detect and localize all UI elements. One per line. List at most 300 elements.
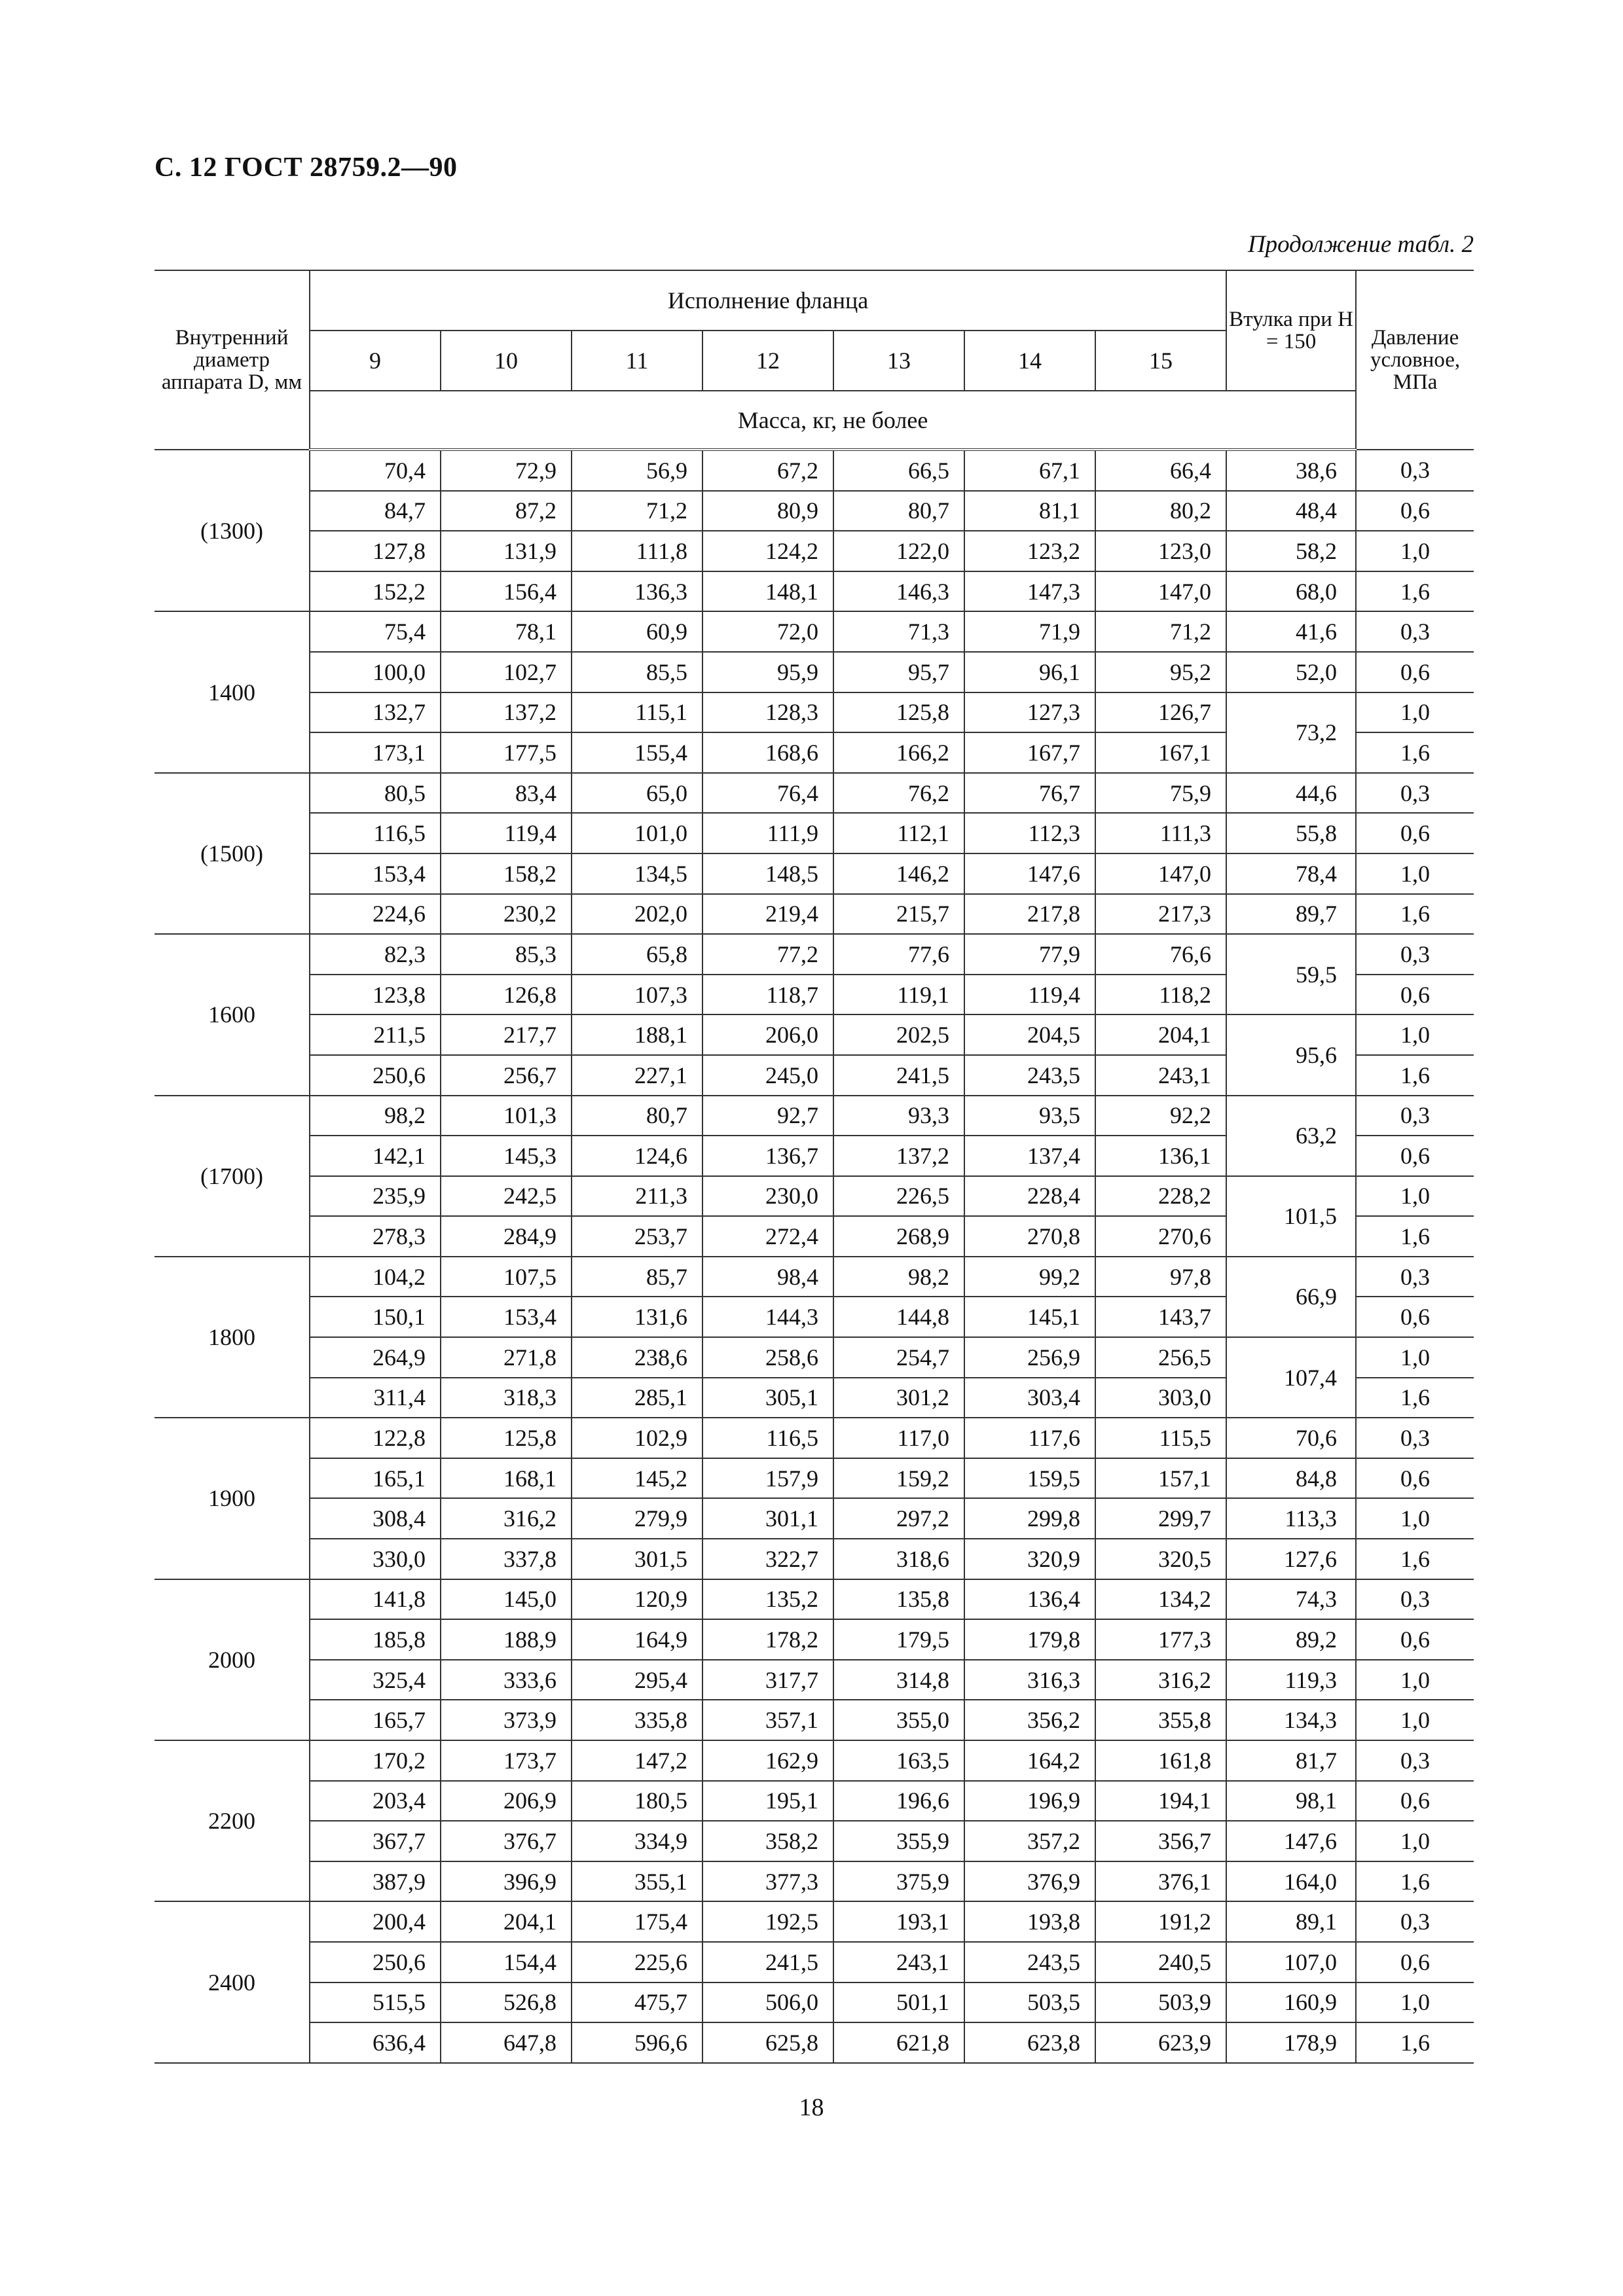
mass-cell-v10: 647,8 bbox=[441, 2022, 572, 2063]
mass-cell-v14: 356,2 bbox=[964, 1700, 1095, 1740]
mass-cell-v14: 117,6 bbox=[964, 1418, 1095, 1458]
mass-cell-v12: 322,7 bbox=[702, 1539, 833, 1579]
mass-cell-v15: 316,2 bbox=[1095, 1660, 1226, 1700]
mass-cell-v9: 211,5 bbox=[310, 1014, 441, 1055]
mass-cell-v14: 123,2 bbox=[964, 531, 1095, 571]
mass-cell-v11: 164,9 bbox=[572, 1619, 702, 1660]
mass-cell-v15: 76,6 bbox=[1095, 934, 1226, 975]
mass-cell-v9: 235,9 bbox=[310, 1176, 441, 1217]
mass-cell-v14: 357,2 bbox=[964, 1821, 1095, 1861]
mass-cell-v15: 66,4 bbox=[1095, 450, 1226, 491]
mass-cell-v12: 301,1 bbox=[702, 1498, 833, 1539]
mass-cell-v11: 111,8 bbox=[572, 531, 702, 571]
mass-cell-v14: 217,8 bbox=[964, 894, 1095, 935]
pressure-cell: 1,0 bbox=[1356, 1821, 1474, 1861]
mass-cell-v14: 228,4 bbox=[964, 1176, 1095, 1217]
mass-cell-v14: 204,5 bbox=[964, 1014, 1095, 1055]
table-row bbox=[155, 1539, 1474, 1579]
mass-cell-v11: 175,4 bbox=[572, 1901, 702, 1942]
sleeve-mass-cell: 73,2 bbox=[1226, 692, 1356, 773]
mass-cell-v9: 200,4 bbox=[310, 1901, 441, 1942]
mass-cell-v13: 179,5 bbox=[833, 1619, 964, 1660]
mass-cell-v13: 146,3 bbox=[833, 571, 964, 612]
mass-cell-v11: 334,9 bbox=[572, 1821, 702, 1861]
sleeve-mass-cell: 101,5 bbox=[1226, 1176, 1356, 1257]
mass-cell-v12: 305,1 bbox=[702, 1378, 833, 1418]
table-row bbox=[155, 1579, 1474, 1620]
table-row bbox=[155, 1458, 1474, 1499]
diameter-cell: 1900 bbox=[155, 1418, 310, 1579]
mass-cell-v10: 526,8 bbox=[441, 1982, 572, 2023]
mass-cell-v13: 318,6 bbox=[833, 1539, 964, 1579]
mass-cell-v10: 376,7 bbox=[441, 1821, 572, 1861]
mass-cell-v10: 83,4 bbox=[441, 773, 572, 814]
sleeve-mass-cell: 58,2 bbox=[1226, 531, 1356, 571]
mass-cell-v10: 168,1 bbox=[441, 1458, 572, 1499]
mass-cell-v15: 115,5 bbox=[1095, 1418, 1226, 1458]
mass-cell-v11: 65,8 bbox=[572, 934, 702, 975]
mass-cell-v14: 179,8 bbox=[964, 1619, 1095, 1660]
mass-cell-v11: 180,5 bbox=[572, 1781, 702, 1821]
pressure-cell: 0,6 bbox=[1356, 491, 1474, 531]
mass-cell-v15: 134,2 bbox=[1095, 1579, 1226, 1620]
mass-cell-v11: 60,9 bbox=[572, 611, 702, 652]
header-flange-version-10: 10 bbox=[441, 331, 572, 391]
diameter-cell: 1600 bbox=[155, 934, 310, 1095]
mass-cell-v10: 206,9 bbox=[441, 1781, 572, 1821]
mass-cell-v10: 107,5 bbox=[441, 1257, 572, 1297]
mass-cell-v15: 143,7 bbox=[1095, 1297, 1226, 1337]
header-flange-version-9: 9 bbox=[310, 331, 441, 391]
pressure-cell: 0,6 bbox=[1356, 1619, 1474, 1660]
mass-cell-v15: 97,8 bbox=[1095, 1257, 1226, 1297]
mass-cell-v12: 195,1 bbox=[702, 1781, 833, 1821]
mass-cell-v11: 202,0 bbox=[572, 894, 702, 935]
mass-cell-v15: 243,1 bbox=[1095, 1055, 1226, 1096]
mass-cell-v14: 270,8 bbox=[964, 1216, 1095, 1257]
mass-cell-v10: 284,9 bbox=[441, 1216, 572, 1257]
mass-cell-v15: 194,1 bbox=[1095, 1781, 1226, 1821]
pressure-cell: 0,3 bbox=[1356, 1740, 1474, 1781]
table-row bbox=[155, 611, 1474, 652]
sleeve-mass-cell: 81,7 bbox=[1226, 1740, 1356, 1781]
mass-cell-v9: 116,5 bbox=[310, 813, 441, 853]
mass-cell-v9: 636,4 bbox=[310, 2022, 441, 2063]
page-title: С. 12 ГОСТ 28759.2—90 bbox=[155, 152, 458, 183]
mass-cell-v15: 118,2 bbox=[1095, 975, 1226, 1015]
header-mass: Масса, кг, не более bbox=[310, 391, 1356, 450]
header-sleeve: Втулка при H = 150 bbox=[1226, 270, 1356, 391]
sleeve-mass-cell: 74,3 bbox=[1226, 1579, 1356, 1620]
sleeve-mass-cell: 48,4 bbox=[1226, 491, 1356, 531]
diameter-cell: (1300) bbox=[155, 450, 310, 611]
mass-cell-v13: 202,5 bbox=[833, 1014, 964, 1055]
mass-cell-v14: 77,9 bbox=[964, 934, 1095, 975]
header-flange-version-14: 14 bbox=[964, 331, 1095, 391]
sleeve-mass-cell: 70,6 bbox=[1226, 1418, 1356, 1458]
table-row bbox=[155, 450, 1474, 491]
header-flange-version-15: 15 bbox=[1095, 331, 1226, 391]
sleeve-mass-cell: 147,6 bbox=[1226, 1821, 1356, 1861]
mass-cell-v10: 153,4 bbox=[441, 1297, 572, 1337]
mass-cell-v14: 159,5 bbox=[964, 1458, 1095, 1499]
mass-cell-v9: 330,0 bbox=[310, 1539, 441, 1579]
sleeve-mass-cell: 66,9 bbox=[1226, 1257, 1356, 1337]
mass-cell-v12: 116,5 bbox=[702, 1418, 833, 1458]
table-row bbox=[155, 894, 1474, 935]
mass-cell-v9: 264,9 bbox=[310, 1337, 441, 1378]
mass-cell-v11: 147,2 bbox=[572, 1740, 702, 1781]
mass-cell-v12: 272,4 bbox=[702, 1216, 833, 1257]
mass-cell-v13: 193,1 bbox=[833, 1901, 964, 1942]
table-row bbox=[155, 773, 1474, 814]
mass-cell-v12: 245,0 bbox=[702, 1055, 833, 1096]
mass-cell-v13: 66,5 bbox=[833, 450, 964, 491]
table-header bbox=[155, 270, 1474, 450]
mass-cell-v14: 112,3 bbox=[964, 813, 1095, 853]
mass-cell-v9: 278,3 bbox=[310, 1216, 441, 1257]
table-row bbox=[155, 491, 1474, 531]
sleeve-mass-cell: 178,9 bbox=[1226, 2022, 1356, 2063]
table-row bbox=[155, 1942, 1474, 1982]
table-row bbox=[155, 1740, 1474, 1781]
mass-cell-v15: 503,9 bbox=[1095, 1982, 1226, 2023]
mass-cell-v11: 80,7 bbox=[572, 1096, 702, 1136]
mass-cell-v13: 621,8 bbox=[833, 2022, 964, 2063]
pressure-cell: 0,6 bbox=[1356, 975, 1474, 1015]
header-pressure: Давление условное, МПа bbox=[1356, 270, 1474, 450]
mass-cell-v13: 93,3 bbox=[833, 1096, 964, 1136]
mass-cell-v14: 243,5 bbox=[964, 1942, 1095, 1982]
mass-cell-v11: 596,6 bbox=[572, 2022, 702, 2063]
mass-cell-v12: 625,8 bbox=[702, 2022, 833, 2063]
pressure-cell: 0,3 bbox=[1356, 773, 1474, 814]
mass-cell-v10: 72,9 bbox=[441, 450, 572, 491]
table-row bbox=[155, 1096, 1474, 1136]
mass-cell-v10: 177,5 bbox=[441, 732, 572, 773]
mass-cell-v11: 253,7 bbox=[572, 1216, 702, 1257]
mass-cell-v12: 162,9 bbox=[702, 1740, 833, 1781]
pressure-cell: 1,0 bbox=[1356, 1498, 1474, 1539]
mass-cell-v11: 211,3 bbox=[572, 1176, 702, 1217]
header-flange-version-11: 11 bbox=[572, 331, 702, 391]
mass-cell-v10: 78,1 bbox=[441, 611, 572, 652]
sleeve-mass-cell: 89,2 bbox=[1226, 1619, 1356, 1660]
mass-cell-v12: 178,2 bbox=[702, 1619, 833, 1660]
sleeve-mass-cell: 44,6 bbox=[1226, 773, 1356, 814]
sleeve-mass-cell: 55,8 bbox=[1226, 813, 1356, 853]
mass-cell-v9: 203,4 bbox=[310, 1781, 441, 1821]
table-continuation-note: Продолжение табл. 2 bbox=[1247, 231, 1474, 258]
mass-cell-v11: 238,6 bbox=[572, 1337, 702, 1378]
mass-cell-v13: 71,3 bbox=[833, 611, 964, 652]
mass-cell-v14: 71,9 bbox=[964, 611, 1095, 652]
mass-cell-v10: 373,9 bbox=[441, 1700, 572, 1740]
mass-cell-v10: 337,8 bbox=[441, 1539, 572, 1579]
mass-cell-v13: 80,7 bbox=[833, 491, 964, 531]
mass-cell-v9: 104,2 bbox=[310, 1257, 441, 1297]
mass-cell-v15: 270,6 bbox=[1095, 1216, 1226, 1257]
mass-cell-v9: 185,8 bbox=[310, 1619, 441, 1660]
mass-cell-v11: 145,2 bbox=[572, 1458, 702, 1499]
mass-cell-v15: 303,0 bbox=[1095, 1378, 1226, 1418]
header-flange-version: Исполнение фланца bbox=[310, 270, 1226, 331]
mass-cell-v12: 317,7 bbox=[702, 1660, 833, 1700]
pressure-cell: 1,0 bbox=[1356, 692, 1474, 733]
mass-cell-v15: 299,7 bbox=[1095, 1498, 1226, 1539]
pressure-cell: 1,6 bbox=[1356, 894, 1474, 935]
mass-cell-v9: 75,4 bbox=[310, 611, 441, 652]
mass-cell-v12: 148,1 bbox=[702, 571, 833, 612]
mass-cell-v9: 141,8 bbox=[310, 1579, 441, 1620]
mass-cell-v11: 285,1 bbox=[572, 1378, 702, 1418]
mass-cell-v14: 81,1 bbox=[964, 491, 1095, 531]
mass-cell-v10: 102,7 bbox=[441, 652, 572, 692]
pressure-cell: 1,6 bbox=[1356, 1861, 1474, 1902]
mass-cell-v12: 135,2 bbox=[702, 1579, 833, 1620]
table-row bbox=[155, 853, 1474, 894]
table-row bbox=[155, 1257, 1474, 1297]
pressure-cell: 1,6 bbox=[1356, 2022, 1474, 2063]
mass-cell-v9: 250,6 bbox=[310, 1055, 441, 1096]
pressure-cell: 1,0 bbox=[1356, 531, 1474, 571]
mass-cell-v11: 115,1 bbox=[572, 692, 702, 733]
sleeve-mass-cell: 98,1 bbox=[1226, 1781, 1356, 1821]
mass-cell-v14: 320,9 bbox=[964, 1539, 1095, 1579]
sleeve-mass-cell: 107,4 bbox=[1226, 1337, 1356, 1418]
pressure-cell: 1,0 bbox=[1356, 1014, 1474, 1055]
diameter-cell: (1700) bbox=[155, 1096, 310, 1257]
sleeve-mass-cell: 52,0 bbox=[1226, 652, 1356, 692]
table-row bbox=[155, 1700, 1474, 1740]
sleeve-mass-cell: 134,3 bbox=[1226, 1700, 1356, 1740]
mass-cell-v13: 137,2 bbox=[833, 1136, 964, 1176]
mass-cell-v15: 177,3 bbox=[1095, 1619, 1226, 1660]
mass-cell-v13: 166,2 bbox=[833, 732, 964, 773]
mass-cell-v14: 623,8 bbox=[964, 2022, 1095, 2063]
header-flange-version-12: 12 bbox=[702, 331, 833, 391]
table-body bbox=[155, 450, 1474, 2063]
mass-cell-v10: 154,4 bbox=[441, 1942, 572, 1982]
mass-cell-v13: 125,8 bbox=[833, 692, 964, 733]
mass-cell-v11: 188,1 bbox=[572, 1014, 702, 1055]
mass-cell-v10: 137,2 bbox=[441, 692, 572, 733]
table-row bbox=[155, 1901, 1474, 1942]
mass-cell-v9: 70,4 bbox=[310, 450, 441, 491]
table-row bbox=[155, 1821, 1474, 1861]
mass-cell-v14: 243,5 bbox=[964, 1055, 1095, 1096]
mass-cell-v11: 102,9 bbox=[572, 1418, 702, 1458]
mass-cell-v14: 136,4 bbox=[964, 1579, 1095, 1620]
mass-cell-v15: 123,0 bbox=[1095, 531, 1226, 571]
mass-cell-v13: 375,9 bbox=[833, 1861, 964, 1902]
mass-cell-v13: 243,1 bbox=[833, 1942, 964, 1982]
pressure-cell: 0,6 bbox=[1356, 1297, 1474, 1337]
mass-cell-v10: 158,2 bbox=[441, 853, 572, 894]
flange-mass-table bbox=[155, 270, 1474, 2064]
table-row bbox=[155, 1337, 1474, 1378]
mass-cell-v14: 376,9 bbox=[964, 1861, 1095, 1902]
mass-cell-v10: 126,8 bbox=[441, 975, 572, 1015]
mass-cell-v15: 167,1 bbox=[1095, 732, 1226, 773]
mass-cell-v13: 196,6 bbox=[833, 1781, 964, 1821]
mass-cell-v11: 155,4 bbox=[572, 732, 702, 773]
mass-cell-v13: 297,2 bbox=[833, 1498, 964, 1539]
mass-cell-v10: 271,8 bbox=[441, 1337, 572, 1378]
mass-cell-v13: 241,5 bbox=[833, 1055, 964, 1096]
mass-cell-v10: 217,7 bbox=[441, 1014, 572, 1055]
mass-cell-v14: 256,9 bbox=[964, 1337, 1095, 1378]
mass-cell-v11: 475,7 bbox=[572, 1982, 702, 2023]
mass-cell-v14: 164,2 bbox=[964, 1740, 1095, 1781]
mass-cell-v12: 258,6 bbox=[702, 1337, 833, 1378]
mass-cell-v12: 72,0 bbox=[702, 611, 833, 652]
mass-cell-v14: 303,4 bbox=[964, 1378, 1095, 1418]
mass-cell-v15: 356,7 bbox=[1095, 1821, 1226, 1861]
page-number: 18 bbox=[799, 2094, 824, 2121]
mass-cell-v9: 82,3 bbox=[310, 934, 441, 975]
mass-cell-v13: 301,2 bbox=[833, 1378, 964, 1418]
sleeve-mass-cell: 38,6 bbox=[1226, 450, 1356, 491]
mass-cell-v10: 188,9 bbox=[441, 1619, 572, 1660]
mass-cell-v15: 623,9 bbox=[1095, 2022, 1226, 2063]
mass-cell-v11: 355,1 bbox=[572, 1861, 702, 1902]
mass-cell-v11: 120,9 bbox=[572, 1579, 702, 1620]
diameter-cell: 1400 bbox=[155, 611, 310, 772]
mass-cell-v14: 316,3 bbox=[964, 1660, 1095, 1700]
sleeve-mass-cell: 95,6 bbox=[1226, 1014, 1356, 1095]
mass-cell-v12: 358,2 bbox=[702, 1821, 833, 1861]
mass-cell-v12: 206,0 bbox=[702, 1014, 833, 1055]
pressure-cell: 1,0 bbox=[1356, 1176, 1474, 1217]
pressure-cell: 1,6 bbox=[1356, 1055, 1474, 1096]
sleeve-mass-cell: 63,2 bbox=[1226, 1096, 1356, 1176]
pressure-cell: 0,3 bbox=[1356, 1579, 1474, 1620]
pressure-cell: 0,3 bbox=[1356, 1257, 1474, 1297]
pressure-cell: 0,3 bbox=[1356, 450, 1474, 491]
pressure-cell: 1,0 bbox=[1356, 1337, 1474, 1378]
mass-cell-v10: 85,3 bbox=[441, 934, 572, 975]
diameter-cell: 1800 bbox=[155, 1257, 310, 1418]
mass-cell-v9: 173,1 bbox=[310, 732, 441, 773]
mass-cell-v11: 136,3 bbox=[572, 571, 702, 612]
mass-cell-v12: 192,5 bbox=[702, 1901, 833, 1942]
mass-cell-v11: 295,4 bbox=[572, 1660, 702, 1700]
pressure-cell: 1,6 bbox=[1356, 1216, 1474, 1257]
mass-cell-v9: 367,7 bbox=[310, 1821, 441, 1861]
mass-cell-v13: 135,8 bbox=[833, 1579, 964, 1620]
mass-cell-v9: 325,4 bbox=[310, 1660, 441, 1700]
mass-cell-v9: 153,4 bbox=[310, 853, 441, 894]
sleeve-mass-cell: 59,5 bbox=[1226, 934, 1356, 1014]
pressure-cell: 1,6 bbox=[1356, 571, 1474, 612]
mass-cell-v11: 65,0 bbox=[572, 773, 702, 814]
mass-cell-v12: 77,2 bbox=[702, 934, 833, 975]
mass-cell-v12: 67,2 bbox=[702, 450, 833, 491]
mass-cell-v10: 256,7 bbox=[441, 1055, 572, 1096]
mass-cell-v11: 124,6 bbox=[572, 1136, 702, 1176]
mass-cell-v15: 191,2 bbox=[1095, 1901, 1226, 1942]
mass-cell-v10: 131,9 bbox=[441, 531, 572, 571]
mass-cell-v12: 230,0 bbox=[702, 1176, 833, 1217]
mass-cell-v12: 357,1 bbox=[702, 1700, 833, 1740]
mass-cell-v9: 165,1 bbox=[310, 1458, 441, 1499]
mass-cell-v13: 98,2 bbox=[833, 1257, 964, 1297]
mass-cell-v13: 355,9 bbox=[833, 1821, 964, 1861]
mass-cell-v9: 100,0 bbox=[310, 652, 441, 692]
mass-cell-v12: 241,5 bbox=[702, 1942, 833, 1982]
mass-cell-v12: 98,4 bbox=[702, 1257, 833, 1297]
table-row bbox=[155, 813, 1474, 853]
mass-cell-v15: 147,0 bbox=[1095, 853, 1226, 894]
table-row bbox=[155, 1619, 1474, 1660]
mass-cell-v10: 156,4 bbox=[441, 571, 572, 612]
mass-cell-v11: 101,0 bbox=[572, 813, 702, 853]
mass-cell-v9: 311,4 bbox=[310, 1378, 441, 1418]
mass-cell-v10: 316,2 bbox=[441, 1498, 572, 1539]
table-row bbox=[155, 571, 1474, 612]
table-row bbox=[155, 1982, 1474, 2023]
mass-cell-v14: 93,5 bbox=[964, 1096, 1095, 1136]
mass-cell-v10: 396,9 bbox=[441, 1861, 572, 1902]
diameter-cell: (1500) bbox=[155, 773, 310, 934]
mass-cell-v9: 170,2 bbox=[310, 1740, 441, 1781]
pressure-cell: 1,6 bbox=[1356, 732, 1474, 773]
pressure-cell: 0,6 bbox=[1356, 1136, 1474, 1176]
mass-cell-v15: 71,2 bbox=[1095, 611, 1226, 652]
mass-cell-v15: 136,1 bbox=[1095, 1136, 1226, 1176]
mass-cell-v13: 76,2 bbox=[833, 773, 964, 814]
mass-cell-v10: 119,4 bbox=[441, 813, 572, 853]
pressure-cell: 1,0 bbox=[1356, 853, 1474, 894]
table-row bbox=[155, 1781, 1474, 1821]
mass-cell-v13: 268,9 bbox=[833, 1216, 964, 1257]
mass-cell-v13: 95,7 bbox=[833, 652, 964, 692]
mass-cell-v11: 85,5 bbox=[572, 652, 702, 692]
mass-cell-v14: 145,1 bbox=[964, 1297, 1095, 1337]
mass-cell-v11: 279,9 bbox=[572, 1498, 702, 1539]
table-row bbox=[155, 1014, 1474, 1055]
pressure-cell: 0,6 bbox=[1356, 1458, 1474, 1499]
table-row bbox=[155, 531, 1474, 571]
mass-cell-v15: 217,3 bbox=[1095, 894, 1226, 935]
mass-cell-v11: 107,3 bbox=[572, 975, 702, 1015]
mass-cell-v11: 225,6 bbox=[572, 1942, 702, 1982]
mass-cell-v13: 117,0 bbox=[833, 1418, 964, 1458]
mass-cell-v14: 147,6 bbox=[964, 853, 1095, 894]
mass-cell-v15: 228,2 bbox=[1095, 1176, 1226, 1217]
mass-cell-v9: 152,2 bbox=[310, 571, 441, 612]
sleeve-mass-cell: 113,3 bbox=[1226, 1498, 1356, 1539]
mass-cell-v9: 224,6 bbox=[310, 894, 441, 935]
mass-cell-v14: 137,4 bbox=[964, 1136, 1095, 1176]
mass-cell-v11: 134,5 bbox=[572, 853, 702, 894]
mass-cell-v9: 308,4 bbox=[310, 1498, 441, 1539]
mass-cell-v13: 144,8 bbox=[833, 1297, 964, 1337]
mass-cell-v9: 150,1 bbox=[310, 1297, 441, 1337]
pressure-cell: 1,0 bbox=[1356, 1700, 1474, 1740]
mass-cell-v9: 98,2 bbox=[310, 1096, 441, 1136]
mass-cell-v10: 125,8 bbox=[441, 1418, 572, 1458]
mass-cell-v13: 119,1 bbox=[833, 975, 964, 1015]
mass-cell-v12: 219,4 bbox=[702, 894, 833, 935]
pressure-cell: 1,0 bbox=[1356, 1982, 1474, 2023]
mass-cell-v13: 226,5 bbox=[833, 1176, 964, 1217]
mass-cell-v10: 204,1 bbox=[441, 1901, 572, 1942]
mass-cell-v14: 147,3 bbox=[964, 571, 1095, 612]
mass-cell-v15: 80,2 bbox=[1095, 491, 1226, 531]
mass-cell-v10: 87,2 bbox=[441, 491, 572, 531]
